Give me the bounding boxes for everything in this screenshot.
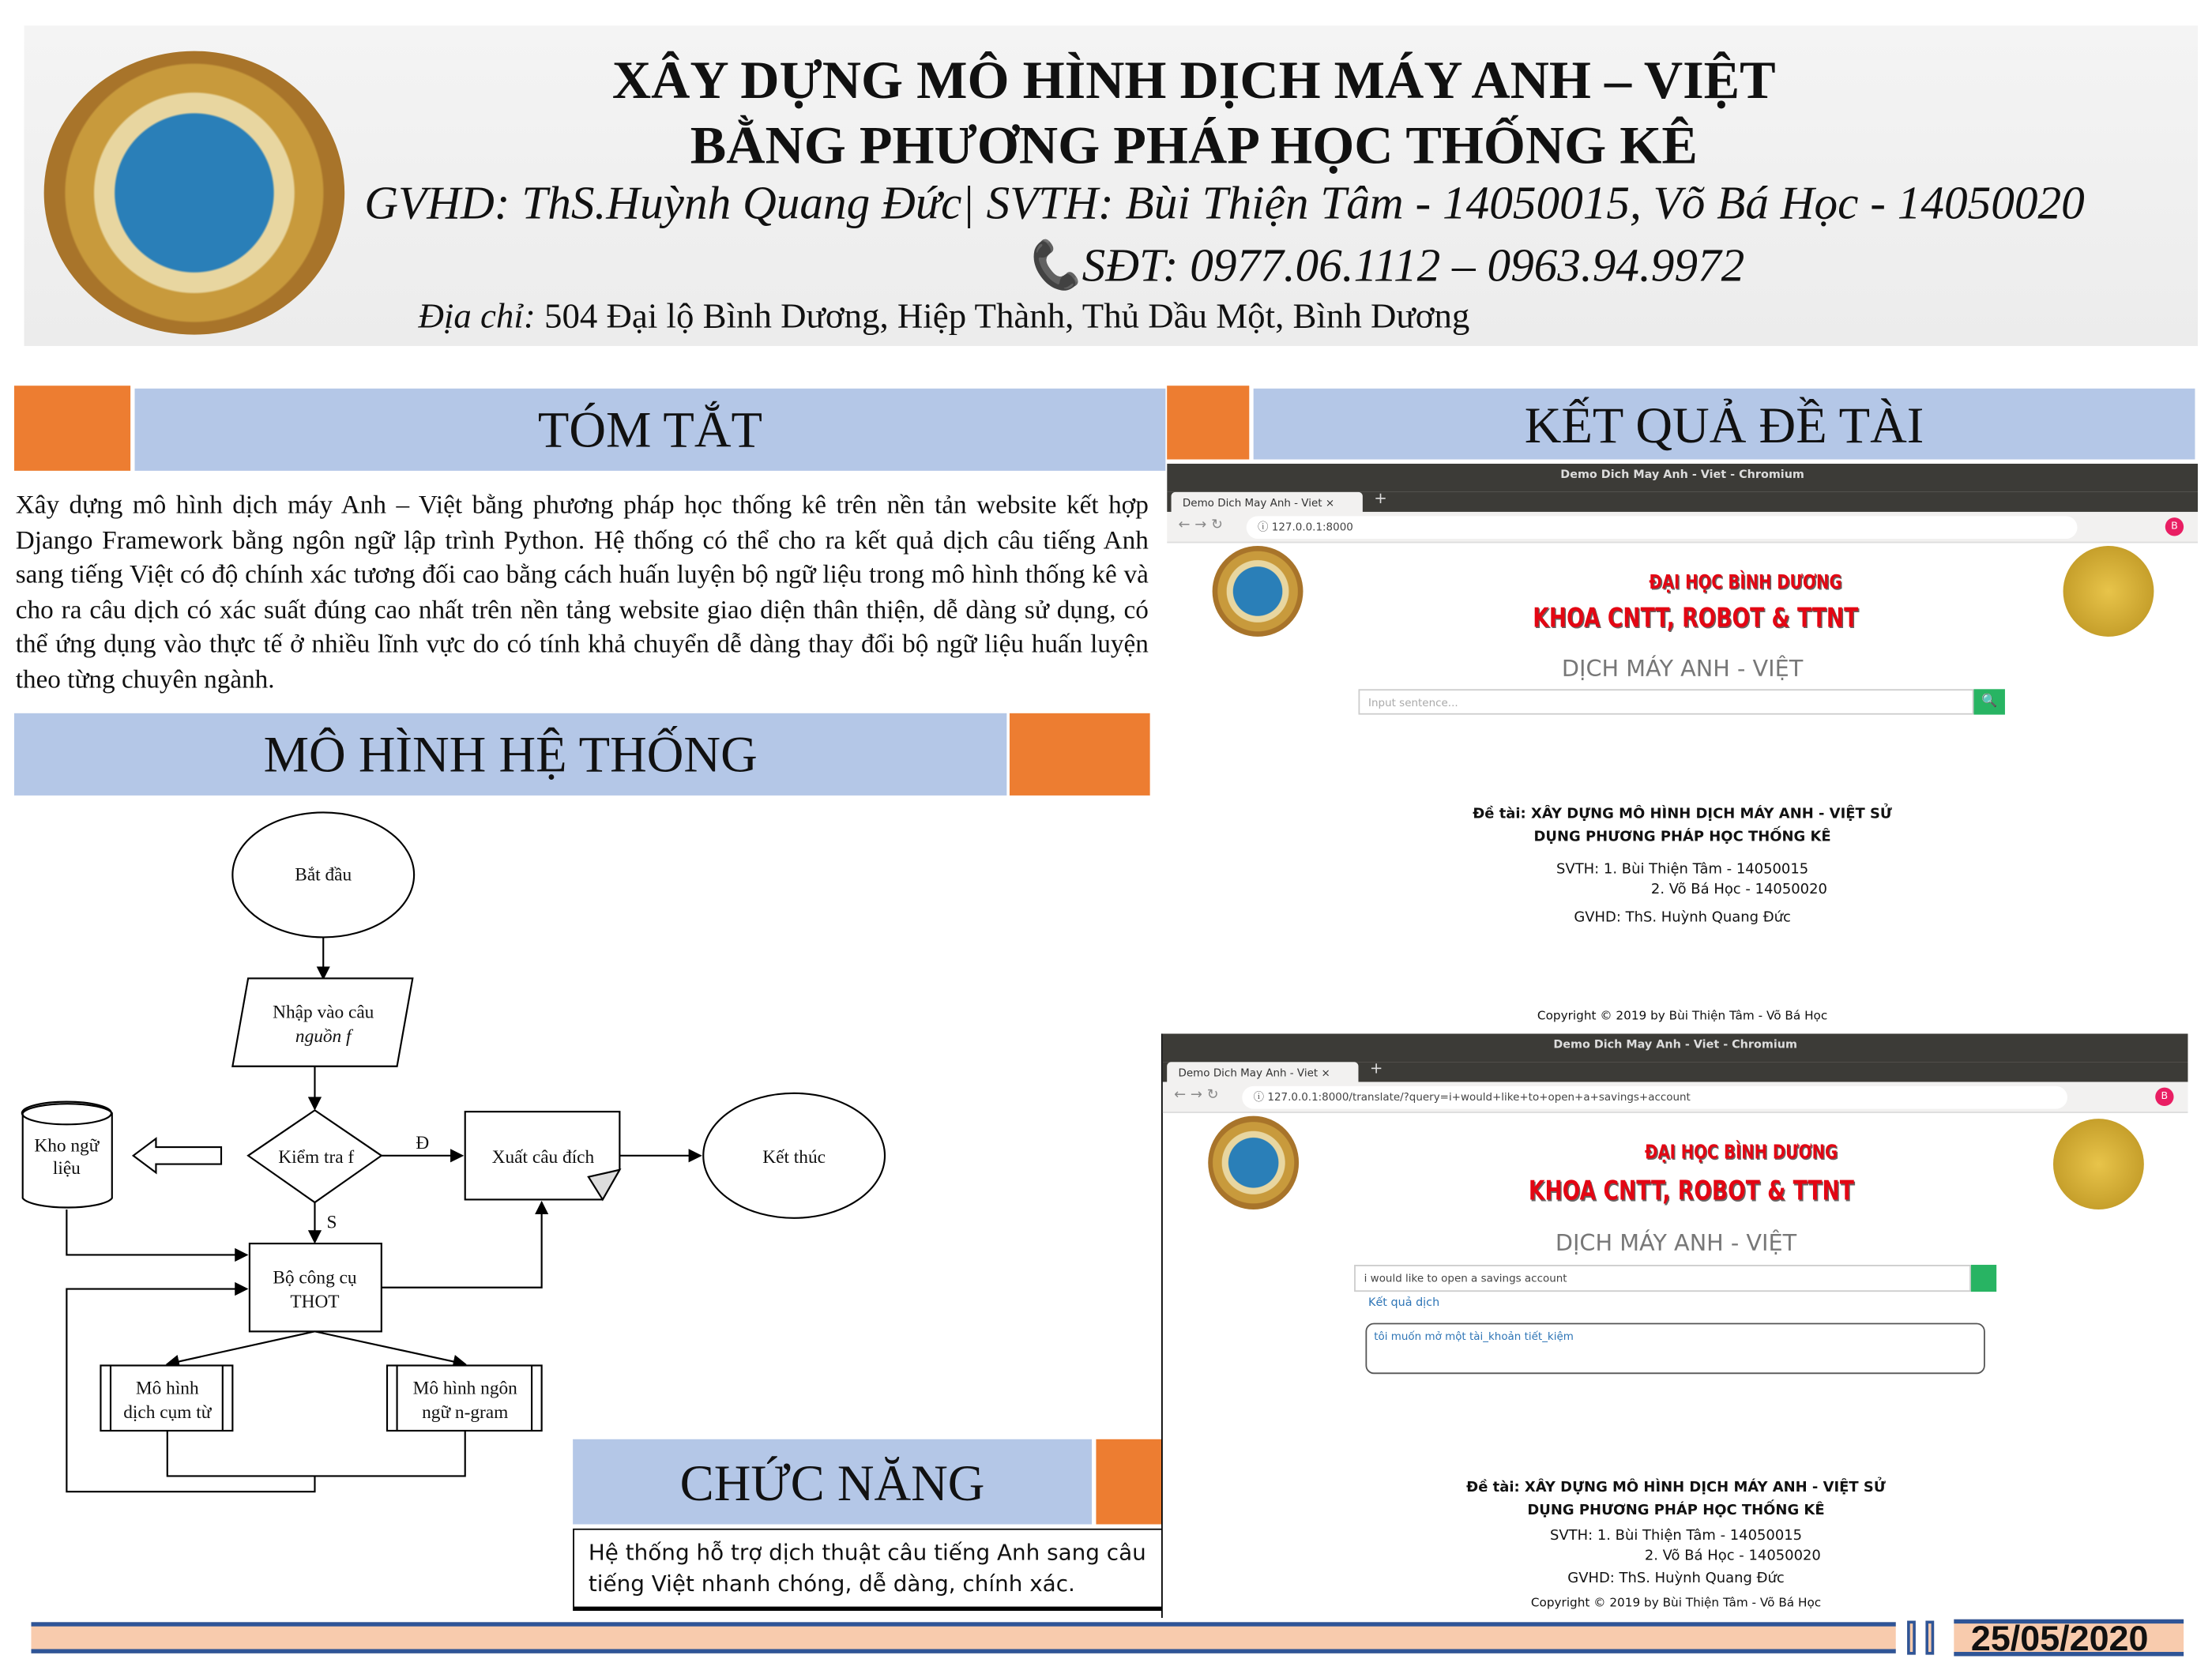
input-placeholder: Input sentence... <box>1368 696 1458 709</box>
ngram-label-1: Mô hình ngôn <box>412 1378 517 1399</box>
features-title: CHỨC NĂNG <box>679 1454 985 1512</box>
app-heading: DỊCH MÁY ANH - VIỆT <box>1561 655 1804 683</box>
tab-label: Demo Dich May Anh - Viet <box>1182 496 1322 510</box>
search-button[interactable] <box>1973 689 2004 714</box>
url-text: 127.0.0.1:8000 <box>1271 520 1353 533</box>
address: 504 Đại lộ Bình Dương, Hiệp Thành, Thủ Dầu Một, Bình Dương <box>535 297 1470 337</box>
browser-window-home <box>1167 464 2198 1028</box>
students-line2: 2. Võ Bá Học - 14050020 <box>1650 882 1827 898</box>
browser-tab[interactable]: Demo Dich May Anh - Viet × <box>1172 492 1363 515</box>
date-badge: 25/05/2020 <box>1954 1620 2184 1657</box>
no-label: S <box>326 1212 337 1233</box>
address-label: Địa chỉ: <box>418 297 536 337</box>
footer-bar <box>31 1622 1895 1653</box>
check-label: Kiểm tra f <box>278 1146 355 1168</box>
input-label-2: nguồn f <box>295 1026 352 1048</box>
features-header <box>573 1439 1092 1525</box>
yes-label: Đ <box>416 1132 430 1153</box>
new-tab-button[interactable]: + <box>1369 1059 1383 1078</box>
browser-tab[interactable]: Demo Dich May Anh - Viet × <box>1167 1062 1358 1085</box>
nav-buttons[interactable]: ← → ↻ <box>1174 1087 1219 1104</box>
banner-university: ĐẠI HỌC BÌNH DƯƠNG <box>1645 1141 1838 1164</box>
footer-divider <box>1907 1621 1916 1655</box>
orange-block <box>14 386 130 471</box>
phone-icon: 📞 <box>1023 241 1082 292</box>
summary-header <box>135 389 1166 471</box>
corpus-label-1: Kho ngữ <box>34 1135 100 1157</box>
sentence-input[interactable]: i would like to open a savings account <box>1354 1265 1971 1292</box>
results-title: KẾT QUẢ ĐỀ TÀI <box>1524 397 1924 454</box>
sentence-input[interactable] <box>1358 689 1973 714</box>
nav-buttons[interactable]: ← → ↻ <box>1178 517 1224 533</box>
thot-label-1: Bộ công cụ <box>273 1267 357 1288</box>
faculty-logo <box>2063 546 2154 637</box>
footer-divider <box>1925 1621 1934 1655</box>
students-line1: SVTH: 1. Bùi Thiện Tâm - 14050015 <box>1556 862 1809 878</box>
poster-title-line2: BẰNG PHƯƠNG PHÁP HỌC THỐNG KÊ <box>690 116 1698 176</box>
orange-block <box>1096 1439 1161 1525</box>
phone-numbers: SĐT: 0977.06.1112 – 0963.94.9972 <box>1082 241 1745 292</box>
model-header <box>14 713 1006 796</box>
poster-header <box>24 25 2199 346</box>
topic-line2: DỤNG PHƯƠNG PHÁP HỌC THỐNG KÊ <box>1527 1503 1825 1519</box>
phrase-label-1: Mô hình <box>135 1378 199 1399</box>
browser-window-translate <box>1161 1033 2188 1617</box>
translation-result: tôi muốn mở một tài_khoản tiết_kiệm <box>1365 1323 1984 1375</box>
thot-label-2: THOT <box>290 1291 340 1312</box>
window-title: Demo Dich May Anh - Viet - Chromium <box>1167 464 2198 492</box>
corpus-label-2: liệu <box>52 1158 81 1179</box>
advisor-line: GVHD: ThS. Huỳnh Quang Đức <box>1567 1571 1785 1587</box>
university-logo <box>1208 1116 1299 1209</box>
university-logo <box>1213 546 1304 637</box>
students-line2: 2. Võ Bá Học - 14050020 <box>1644 1548 1821 1564</box>
summary-title: TÓM TẮT <box>537 401 763 458</box>
window-title: Demo Dich May Anh - Viet - Chromium <box>1163 1033 2188 1062</box>
hollow-arrow-icon <box>134 1138 221 1172</box>
input-label-1: Nhập vào câu <box>273 1002 374 1023</box>
copyright: Copyright © 2019 by Bùi Thiện Tâm - Võ Bá Học <box>1537 1009 1828 1024</box>
advisors-students: GVHD: ThS.Huỳnh Quang Đức| SVTH: Bùi Thiện Tâm - 14050015, Võ Bá Học - 14050020 <box>364 179 2085 230</box>
copyright: Copyright © 2019 by Bùi Thiện Tâm - Võ Bá Học <box>1530 1597 1822 1611</box>
results-header <box>1254 389 2195 460</box>
ngram-label-2: ngữ n-gram <box>422 1401 509 1423</box>
result-label: Kết quả dịch <box>1368 1296 1440 1309</box>
start-label: Bắt đầu <box>295 864 352 886</box>
model-title: MÔ HÌNH HỆ THỐNG <box>263 725 758 783</box>
students-line1: SVTH: 1. Bùi Thiện Tâm - 14050015 <box>1549 1528 1803 1544</box>
orange-block <box>1010 713 1150 796</box>
topic-line1: Đề tài: XÂY DỰNG MÔ HÌNH DỊCH MÁY ANH - VIỆT SỬ <box>1466 1480 1886 1496</box>
orange-block <box>1167 386 1249 459</box>
banner-university: ĐẠI HỌC BÌNH DƯƠNG <box>1649 571 1842 595</box>
address-bar[interactable]: ⓘ 127.0.0.1:8000/translate/?query=i+would+like+to+open+a+savings+account <box>1242 1086 2067 1109</box>
search-button[interactable] <box>1971 1265 1996 1292</box>
end-label: Kết thúc <box>762 1146 826 1168</box>
banner-faculty: KHOA CNTT, ROBOT & TTNT <box>1528 1175 1854 1207</box>
advisor-line: GVHD: ThS. Huỳnh Quang Đức <box>1574 910 1791 927</box>
summary-text: Xây dựng mô hình dịch máy Anh – Việt bằng phương pháp học thống kê trên nền tản website kết hợp Django Framework bằng ngôn ngữ lập trình Python. Hệ thống có thể cho ra kết quả dịch câu tiếng Anh sang tiếng Việt có độ chính xác tương đối cao bằng cách huấn luyện bộ ngữ liệu trong mô hình thống kê và cho ra câu dịch có xác suất đúng cao nhất trên nền tảng website giao diện thân thiện, dễ dàng sử dụng, có thể ứng dụng vào thực tế ở nhiều lĩnh vực do có tính khả chuyển dễ dàng thay đổi bộ ngữ liệu huấn luyện theo từng chuyên ngành. <box>15 491 1149 694</box>
app-heading: DỊCH MÁY ANH - VIỆT <box>1555 1229 1797 1257</box>
banner-faculty: KHOA CNTT, ROBOT & TTNT <box>1533 602 1859 634</box>
poster-title-line1: XÂY DỰNG MÔ HÌNH DỊCH MÁY ANH – VIỆT <box>611 51 1776 111</box>
output-label: Xuất câu đích <box>491 1146 595 1168</box>
avatar[interactable]: B <box>2155 1088 2173 1106</box>
features-text: Hệ thống hỗ trợ dịch thuật câu tiếng Anh sang câu tiếng Việt nhanh chóng, dễ dàng, chính xác. <box>573 1529 1163 1611</box>
faculty-logo <box>2053 1119 2144 1209</box>
topic-line1: Đề tài: XÂY DỰNG MÔ HÌNH DỊCH MÁY ANH - VIỆT SỬ <box>1473 807 1892 823</box>
topic-line2: DỤNG PHƯƠNG PHÁP HỌC THỐNG KÊ <box>1533 829 1831 845</box>
search-icon: 🔍 <box>1981 694 1998 709</box>
phrase-label-2: dịch cụm từ <box>123 1401 212 1423</box>
address-bar[interactable]: ⓘ 127.0.0.1:8000 <box>1247 516 2078 539</box>
new-tab-button[interactable]: + <box>1374 489 1387 508</box>
avatar[interactable]: B <box>2165 517 2184 536</box>
tab-label: Demo Dich May Anh - Viet <box>1178 1066 1319 1079</box>
system-flowchart <box>0 794 1163 1503</box>
url-text: 127.0.0.1:8000/translate/?query=i+would+like+to+open+a+savings+account <box>1267 1090 1691 1104</box>
